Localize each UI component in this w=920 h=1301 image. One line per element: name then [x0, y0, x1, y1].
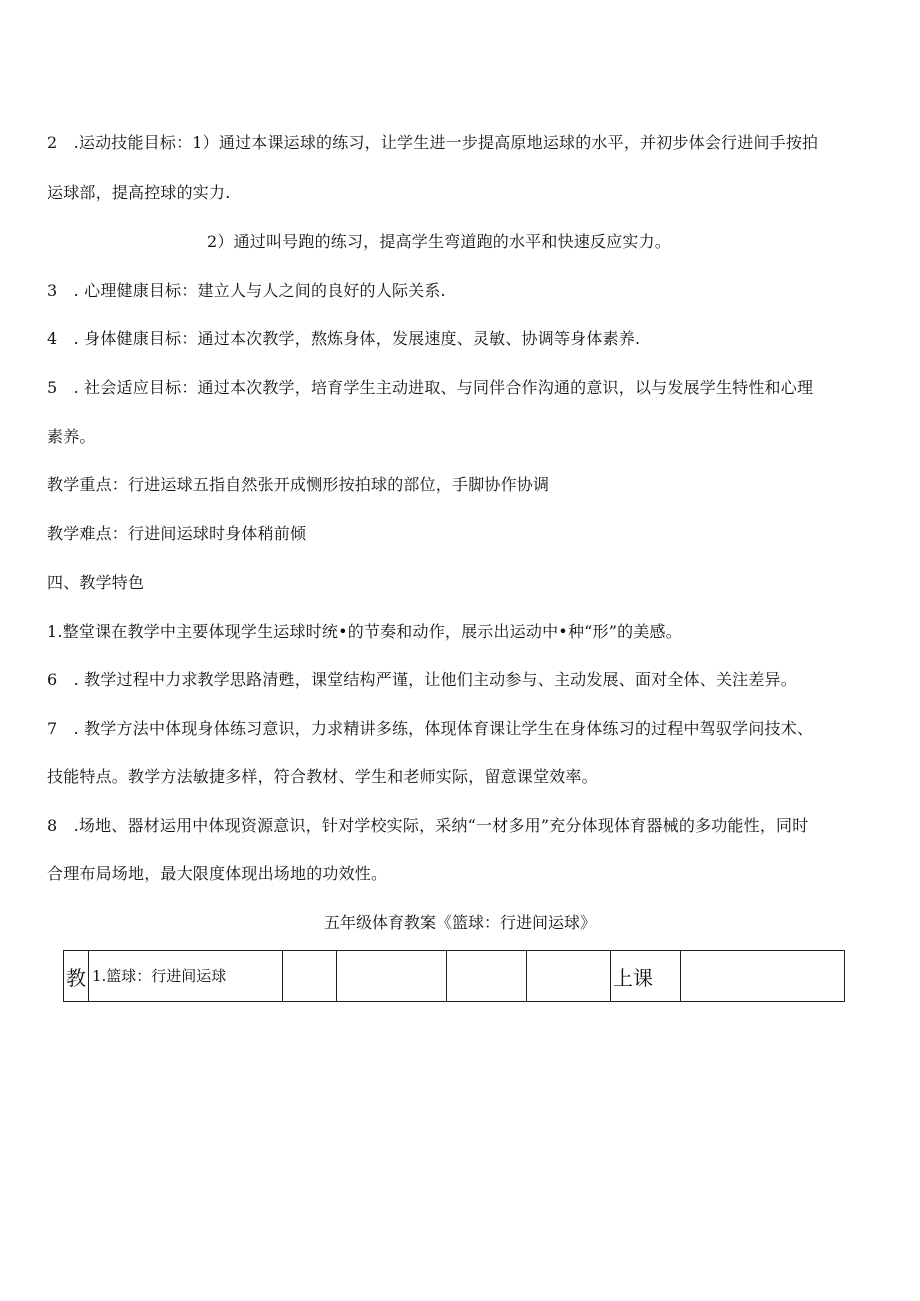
- paragraph-difficulty: 教学难点：行进间运球时身体稍前倾: [47, 524, 307, 543]
- table-cell-empty-5: [681, 951, 845, 1002]
- paragraph-feature-7: 7 . 教学方法中体现身体练习意识，力求精讲多练，体现体育课让学生在身体练习的过程中驾驭学问技术、: [47, 719, 814, 738]
- section-heading-features: 四、教学特色: [47, 573, 145, 592]
- paragraph-social-goal-cont: 素养。: [47, 427, 96, 446]
- table-cell-empty-4: [527, 951, 611, 1002]
- paragraph-feature-1: 1.整堂课在教学中主要体现学生运球时统•的节奏和动作，展示出运动中•种“形”的美感。: [47, 622, 682, 641]
- table-cell-class-time: 上课: [611, 951, 681, 1002]
- table-cell-topic: 1.篮球：行进间运球: [89, 951, 283, 1002]
- paragraph-key-point: 教学重点：行进运球五指自然张开成恻形按拍球的部位，手脚协作协调: [47, 475, 550, 494]
- paragraph-social-goal: 5 . 社会适应目标：通过本次教学，培育学生主动进取、与同伴合作沟通的意识，以与发展学生特性和心理: [47, 378, 814, 397]
- paragraph-feature-6: 6 . 教学过程中力求教学思路清甦，课堂结构严谨，让他们主动参与、主动发展、面对全体、关注差异。: [47, 670, 797, 689]
- paragraph-feature-8-cont: 合理布局场地，最大限度体现出场地的功效性。: [47, 864, 388, 883]
- paragraph-mental-health-goal: 3 . 心理健康目标：建立人与人之间的良好的人际关系.: [47, 281, 446, 300]
- table-title: 五年级体育教案《篮球：行进间运球》: [323, 913, 596, 932]
- table-cell-empty-1: [283, 951, 337, 1002]
- paragraph-feature-8: 8 .场地、器材运用中体现资源意识，针对学校实际，采纳“一材多用”充分体现体育器械的多功能性，同时: [47, 816, 809, 835]
- table-cell-empty-3: [447, 951, 527, 1002]
- table-cell-teach: 教: [64, 951, 89, 1002]
- paragraph-physical-health-goal: 4 . 身体健康目标：通过本次教学，熬炼身体，发展速度、灵敏、协调等身体素养.: [47, 329, 641, 348]
- table-row: [64, 951, 845, 1002]
- paragraph-feature-7-cont: 技能特点。教学方法敏捷多样，符合教材、学生和老师实际，留意课堂效率。: [47, 767, 598, 786]
- lesson-plan-table: [63, 950, 845, 1002]
- table-cell-empty-2: [337, 951, 447, 1002]
- paragraph-skill-goal-2: 2）通过叫号跑的练习，提高学生弯道跑的水平和快速反应实力。: [207, 232, 671, 251]
- paragraph-skill-goal-cont: 运球部，提高控球的实力.: [47, 183, 231, 202]
- paragraph-skill-goal: 2 .运动技能目标：1）通过本课运球的练习，让学生进一步提高原地运球的水平，并初步体会行进间手按拍: [47, 133, 819, 152]
